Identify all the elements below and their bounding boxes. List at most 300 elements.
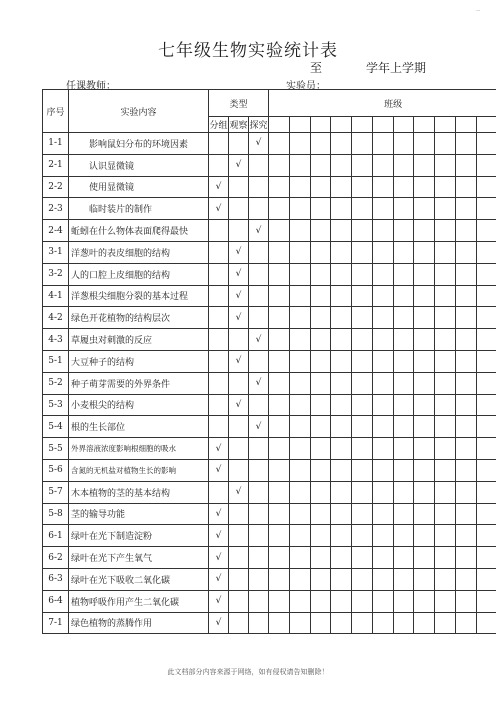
class-cell[interactable] (310, 198, 331, 220)
class-cell[interactable] (331, 481, 352, 503)
class-cell[interactable] (331, 590, 352, 612)
class-cell[interactable] (414, 241, 435, 263)
class-cell[interactable] (455, 285, 476, 307)
class-cell[interactable] (435, 133, 456, 155)
class-cell[interactable] (289, 547, 310, 569)
check-mark: √ (249, 329, 269, 351)
class-cell[interactable] (289, 525, 310, 547)
class-cell[interactable] (435, 263, 456, 285)
class-cell[interactable] (393, 394, 414, 416)
class-cell[interactable] (352, 547, 373, 569)
class-cell[interactable] (476, 307, 496, 329)
class-cell[interactable] (289, 133, 310, 155)
class-cell[interactable] (455, 568, 476, 590)
class-cell[interactable] (435, 503, 456, 525)
class-cell[interactable] (455, 154, 476, 176)
class-cell[interactable] (393, 590, 414, 612)
class-cell[interactable] (352, 394, 373, 416)
check-mark: √ (229, 285, 249, 307)
class-cell[interactable] (414, 329, 435, 351)
assistant-label: 实验员： (286, 81, 326, 92)
class-cell[interactable] (455, 220, 476, 242)
class-cell[interactable] (435, 220, 456, 242)
row-index: 5-1 (43, 350, 69, 372)
class-cell[interactable] (476, 263, 496, 285)
class-cell[interactable] (455, 329, 476, 351)
class-cell[interactable] (476, 525, 496, 547)
row-content: 根的生长部位 (69, 416, 209, 438)
class-cell[interactable] (331, 241, 352, 263)
class-cell[interactable] (476, 394, 496, 416)
class-cell[interactable] (455, 590, 476, 612)
class-cell[interactable] (352, 416, 373, 438)
class-cell[interactable] (372, 372, 393, 394)
class-cell[interactable] (352, 154, 373, 176)
type-observe-cell (229, 416, 249, 438)
class-cell[interactable] (372, 263, 393, 285)
class-cell[interactable] (289, 285, 310, 307)
class-cell[interactable] (393, 503, 414, 525)
row-content: 草履虫对刺激的反应 (69, 329, 209, 351)
class-cell[interactable] (310, 481, 331, 503)
class-cell[interactable] (352, 329, 373, 351)
class-cell[interactable] (289, 329, 310, 351)
class-cell[interactable] (476, 438, 496, 460)
class-cell[interactable] (435, 350, 456, 372)
type-observe-cell (229, 220, 249, 242)
class-cell[interactable] (269, 285, 290, 307)
row-index: 5-3 (43, 394, 69, 416)
class-cell[interactable] (393, 416, 414, 438)
class-cell[interactable] (352, 372, 373, 394)
class-cell[interactable] (352, 590, 373, 612)
class-cell[interactable] (331, 285, 352, 307)
class-cell[interactable] (372, 241, 393, 263)
class-cell[interactable] (310, 350, 331, 372)
class-cell[interactable] (455, 263, 476, 285)
class-cell[interactable] (331, 263, 352, 285)
class-cell[interactable] (393, 176, 414, 198)
class-cell[interactable] (331, 459, 352, 481)
type-group-cell (209, 372, 229, 394)
class-cell[interactable] (435, 372, 456, 394)
check-mark: √ (229, 350, 249, 372)
class-cell[interactable] (476, 612, 496, 634)
class-cell[interactable] (435, 241, 456, 263)
class-cell[interactable] (435, 154, 456, 176)
row-index: 5-4 (43, 416, 69, 438)
class-cell[interactable] (372, 154, 393, 176)
class-cell[interactable] (414, 525, 435, 547)
check-mark: √ (209, 590, 229, 612)
class-cell[interactable] (289, 438, 310, 460)
class-cell[interactable] (435, 547, 456, 569)
class-cell[interactable] (352, 220, 373, 242)
class-cell[interactable] (414, 198, 435, 220)
class-cell[interactable] (435, 285, 456, 307)
class-cell[interactable] (435, 117, 456, 133)
class-cell[interactable] (414, 220, 435, 242)
class-cell[interactable] (269, 198, 290, 220)
header-type: 类型 (209, 90, 269, 117)
class-cell[interactable] (476, 117, 496, 133)
class-cell[interactable] (435, 481, 456, 503)
class-cell[interactable] (414, 350, 435, 372)
class-cell[interactable] (476, 503, 496, 525)
class-cell[interactable] (352, 263, 373, 285)
type-observe-cell (229, 547, 249, 569)
class-cell[interactable] (310, 220, 331, 242)
class-cell[interactable] (310, 117, 331, 133)
class-cell[interactable] (393, 133, 414, 155)
class-cell[interactable] (414, 612, 435, 634)
class-cell[interactable] (372, 612, 393, 634)
class-cell[interactable] (455, 459, 476, 481)
class-cell[interactable] (310, 176, 331, 198)
class-cell[interactable] (414, 133, 435, 155)
class-cell[interactable] (414, 263, 435, 285)
class-cell[interactable] (414, 176, 435, 198)
class-cell[interactable] (393, 154, 414, 176)
class-cell[interactable] (352, 503, 373, 525)
row-index: 4-2 (43, 307, 69, 329)
class-cell[interactable] (393, 459, 414, 481)
class-cell[interactable] (414, 503, 435, 525)
class-cell[interactable] (269, 133, 290, 155)
type-explore-cell (249, 612, 269, 634)
class-cell[interactable] (414, 372, 435, 394)
class-cell[interactable] (435, 198, 456, 220)
class-cell[interactable] (269, 416, 290, 438)
class-cell[interactable] (352, 568, 373, 590)
class-cell[interactable] (455, 372, 476, 394)
class-cell[interactable] (331, 438, 352, 460)
class-cell[interactable] (352, 117, 373, 133)
class-cell[interactable] (393, 220, 414, 242)
class-cell[interactable] (289, 481, 310, 503)
row-index: 4-3 (43, 329, 69, 351)
class-cell[interactable] (269, 241, 290, 263)
class-cell[interactable] (435, 394, 456, 416)
class-cell[interactable] (372, 568, 393, 590)
class-cell[interactable] (289, 198, 310, 220)
class-cell[interactable] (393, 350, 414, 372)
class-cell[interactable] (435, 176, 456, 198)
class-cell[interactable] (414, 416, 435, 438)
class-cell[interactable] (352, 198, 373, 220)
class-cell[interactable] (269, 307, 290, 329)
row-index: 2-3 (43, 198, 69, 220)
term-line (310, 59, 426, 76)
class-cell[interactable] (455, 198, 476, 220)
type-group-cell (209, 329, 229, 351)
class-cell[interactable] (414, 459, 435, 481)
class-cell[interactable] (269, 568, 290, 590)
class-cell[interactable] (331, 307, 352, 329)
class-cell[interactable] (414, 547, 435, 569)
class-cell[interactable] (289, 117, 310, 133)
class-cell[interactable] (269, 459, 290, 481)
class-cell[interactable] (414, 438, 435, 460)
class-cell[interactable] (476, 459, 496, 481)
class-cell[interactable] (476, 372, 496, 394)
class-cell[interactable] (476, 590, 496, 612)
class-cell[interactable] (310, 459, 331, 481)
class-cell[interactable] (331, 612, 352, 634)
class-cell[interactable] (289, 154, 310, 176)
class-cell[interactable] (435, 329, 456, 351)
class-cell[interactable] (435, 307, 456, 329)
class-cell[interactable] (455, 307, 476, 329)
class-cell[interactable] (269, 525, 290, 547)
class-cell[interactable] (455, 350, 476, 372)
class-cell[interactable] (393, 198, 414, 220)
class-cell[interactable] (372, 547, 393, 569)
class-cell[interactable] (352, 307, 373, 329)
class-cell[interactable] (476, 198, 496, 220)
class-cell[interactable] (289, 263, 310, 285)
class-cell[interactable] (372, 590, 393, 612)
class-cell[interactable] (476, 481, 496, 503)
class-cell[interactable] (269, 503, 290, 525)
class-cell[interactable] (372, 394, 393, 416)
class-cell[interactable] (455, 117, 476, 133)
class-cell[interactable] (435, 612, 456, 634)
class-cell[interactable] (289, 241, 310, 263)
class-cell[interactable] (476, 241, 496, 263)
type-observe-cell (229, 568, 249, 590)
class-cell[interactable] (372, 503, 393, 525)
class-cell[interactable] (331, 198, 352, 220)
class-cell[interactable] (372, 198, 393, 220)
class-cell[interactable] (289, 176, 310, 198)
class-cell[interactable] (310, 503, 331, 525)
class-cell[interactable] (352, 459, 373, 481)
class-cell[interactable] (435, 416, 456, 438)
row-index: 4-1 (43, 285, 69, 307)
class-cell[interactable] (310, 568, 331, 590)
class-cell[interactable] (331, 568, 352, 590)
class-cell[interactable] (455, 547, 476, 569)
class-cell[interactable] (393, 525, 414, 547)
class-cell[interactable] (414, 481, 435, 503)
class-cell[interactable] (393, 263, 414, 285)
class-cell[interactable] (476, 350, 496, 372)
class-cell[interactable] (331, 503, 352, 525)
class-cell[interactable] (352, 133, 373, 155)
class-cell[interactable] (289, 416, 310, 438)
class-cell[interactable] (310, 263, 331, 285)
class-cell[interactable] (289, 220, 310, 242)
class-cell[interactable] (352, 350, 373, 372)
class-cell[interactable] (414, 307, 435, 329)
table-row (43, 503, 496, 525)
class-cell[interactable] (289, 590, 310, 612)
class-cell[interactable] (331, 416, 352, 438)
class-cell[interactable] (372, 285, 393, 307)
check-mark: √ (209, 568, 229, 590)
class-cell[interactable] (372, 329, 393, 351)
class-cell[interactable] (310, 438, 331, 460)
class-cell[interactable] (476, 220, 496, 242)
class-cell[interactable] (455, 241, 476, 263)
class-cell[interactable] (310, 133, 331, 155)
class-cell[interactable] (476, 133, 496, 155)
class-cell[interactable] (455, 176, 476, 198)
class-cell[interactable] (393, 438, 414, 460)
class-cell[interactable] (269, 394, 290, 416)
class-cell[interactable] (269, 176, 290, 198)
class-cell[interactable] (372, 220, 393, 242)
class-cell[interactable] (310, 154, 331, 176)
check-mark: √ (229, 481, 249, 503)
class-cell[interactable] (331, 394, 352, 416)
class-cell[interactable] (455, 525, 476, 547)
class-cell[interactable] (289, 503, 310, 525)
class-cell[interactable] (414, 285, 435, 307)
row-index: 6-2 (43, 547, 69, 569)
class-cell[interactable] (414, 568, 435, 590)
class-cell[interactable] (269, 117, 290, 133)
class-cell[interactable] (435, 459, 456, 481)
class-cell[interactable] (310, 525, 331, 547)
class-cell[interactable] (269, 329, 290, 351)
class-cell[interactable] (476, 285, 496, 307)
class-cell[interactable] (352, 241, 373, 263)
class-cell[interactable] (269, 372, 290, 394)
class-cell[interactable] (289, 612, 310, 634)
class-cell[interactable] (435, 590, 456, 612)
class-cell[interactable] (352, 612, 373, 634)
class-cell[interactable] (310, 372, 331, 394)
class-cell[interactable] (289, 394, 310, 416)
check-mark: √ (209, 503, 229, 525)
class-cell[interactable] (476, 176, 496, 198)
class-cell[interactable] (331, 329, 352, 351)
class-cell[interactable] (289, 459, 310, 481)
class-cell[interactable] (352, 438, 373, 460)
type-explore-cell (249, 459, 269, 481)
class-cell[interactable] (372, 307, 393, 329)
class-cell[interactable] (455, 416, 476, 438)
class-cell[interactable] (372, 525, 393, 547)
class-cell[interactable] (414, 394, 435, 416)
class-cell[interactable] (372, 459, 393, 481)
class-cell[interactable] (393, 117, 414, 133)
class-cell[interactable] (393, 568, 414, 590)
class-cell[interactable] (289, 372, 310, 394)
class-cell[interactable] (331, 117, 352, 133)
class-cell[interactable] (269, 438, 290, 460)
class-cell[interactable] (310, 612, 331, 634)
class-cell[interactable] (393, 547, 414, 569)
class-cell[interactable] (414, 117, 435, 133)
row-index: 5-2 (43, 372, 69, 394)
class-cell[interactable] (393, 285, 414, 307)
class-cell[interactable] (372, 117, 393, 133)
class-cell[interactable] (455, 503, 476, 525)
class-cell[interactable] (352, 285, 373, 307)
class-cell[interactable] (414, 590, 435, 612)
class-cell[interactable] (393, 241, 414, 263)
class-cell[interactable] (331, 547, 352, 569)
class-cell[interactable] (435, 568, 456, 590)
class-cell[interactable] (310, 307, 331, 329)
class-cell[interactable] (289, 350, 310, 372)
class-cell[interactable] (455, 394, 476, 416)
class-cell[interactable] (269, 547, 290, 569)
experiment-table (42, 89, 496, 634)
check-mark: √ (209, 525, 229, 547)
class-cell[interactable] (331, 220, 352, 242)
class-cell[interactable] (372, 481, 393, 503)
class-cell[interactable] (331, 372, 352, 394)
class-cell[interactable] (372, 416, 393, 438)
class-cell[interactable] (310, 416, 331, 438)
check-mark: √ (229, 394, 249, 416)
class-cell[interactable] (269, 590, 290, 612)
class-cell[interactable] (435, 438, 456, 460)
class-cell[interactable] (372, 350, 393, 372)
class-cell[interactable] (289, 568, 310, 590)
class-cell[interactable] (393, 329, 414, 351)
type-group-cell (209, 285, 229, 307)
class-cell[interactable] (331, 350, 352, 372)
class-cell[interactable] (455, 133, 476, 155)
class-cell[interactable] (269, 263, 290, 285)
class-cell[interactable] (372, 133, 393, 155)
class-cell[interactable] (310, 285, 331, 307)
class-cell[interactable] (393, 481, 414, 503)
class-cell[interactable] (269, 612, 290, 634)
class-cell[interactable] (435, 525, 456, 547)
class-cell[interactable] (393, 372, 414, 394)
class-cell[interactable] (393, 612, 414, 634)
class-cell[interactable] (455, 612, 476, 634)
class-cell[interactable] (310, 241, 331, 263)
class-cell[interactable] (310, 547, 331, 569)
class-cell[interactable] (310, 590, 331, 612)
class-cell[interactable] (269, 350, 290, 372)
class-cell[interactable] (372, 176, 393, 198)
class-cell[interactable] (331, 176, 352, 198)
type-explore-cell (249, 438, 269, 460)
class-cell[interactable] (331, 154, 352, 176)
class-cell[interactable] (310, 329, 331, 351)
class-cell[interactable] (269, 154, 290, 176)
class-cell[interactable] (352, 176, 373, 198)
class-cell[interactable] (331, 133, 352, 155)
class-cell[interactable] (393, 307, 414, 329)
class-cell[interactable] (269, 220, 290, 242)
class-cell[interactable] (476, 416, 496, 438)
type-group-cell (209, 220, 229, 242)
class-cell[interactable] (476, 547, 496, 569)
class-cell[interactable] (352, 525, 373, 547)
class-cell[interactable] (372, 438, 393, 460)
class-cell[interactable] (352, 481, 373, 503)
class-cell[interactable] (476, 329, 496, 351)
class-cell[interactable] (476, 154, 496, 176)
class-cell[interactable] (289, 307, 310, 329)
class-cell[interactable] (455, 438, 476, 460)
class-cell[interactable] (331, 525, 352, 547)
class-cell[interactable] (414, 154, 435, 176)
class-cell[interactable] (310, 394, 331, 416)
class-cell[interactable] (476, 568, 496, 590)
class-cell[interactable] (269, 481, 290, 503)
class-cell[interactable] (455, 481, 476, 503)
